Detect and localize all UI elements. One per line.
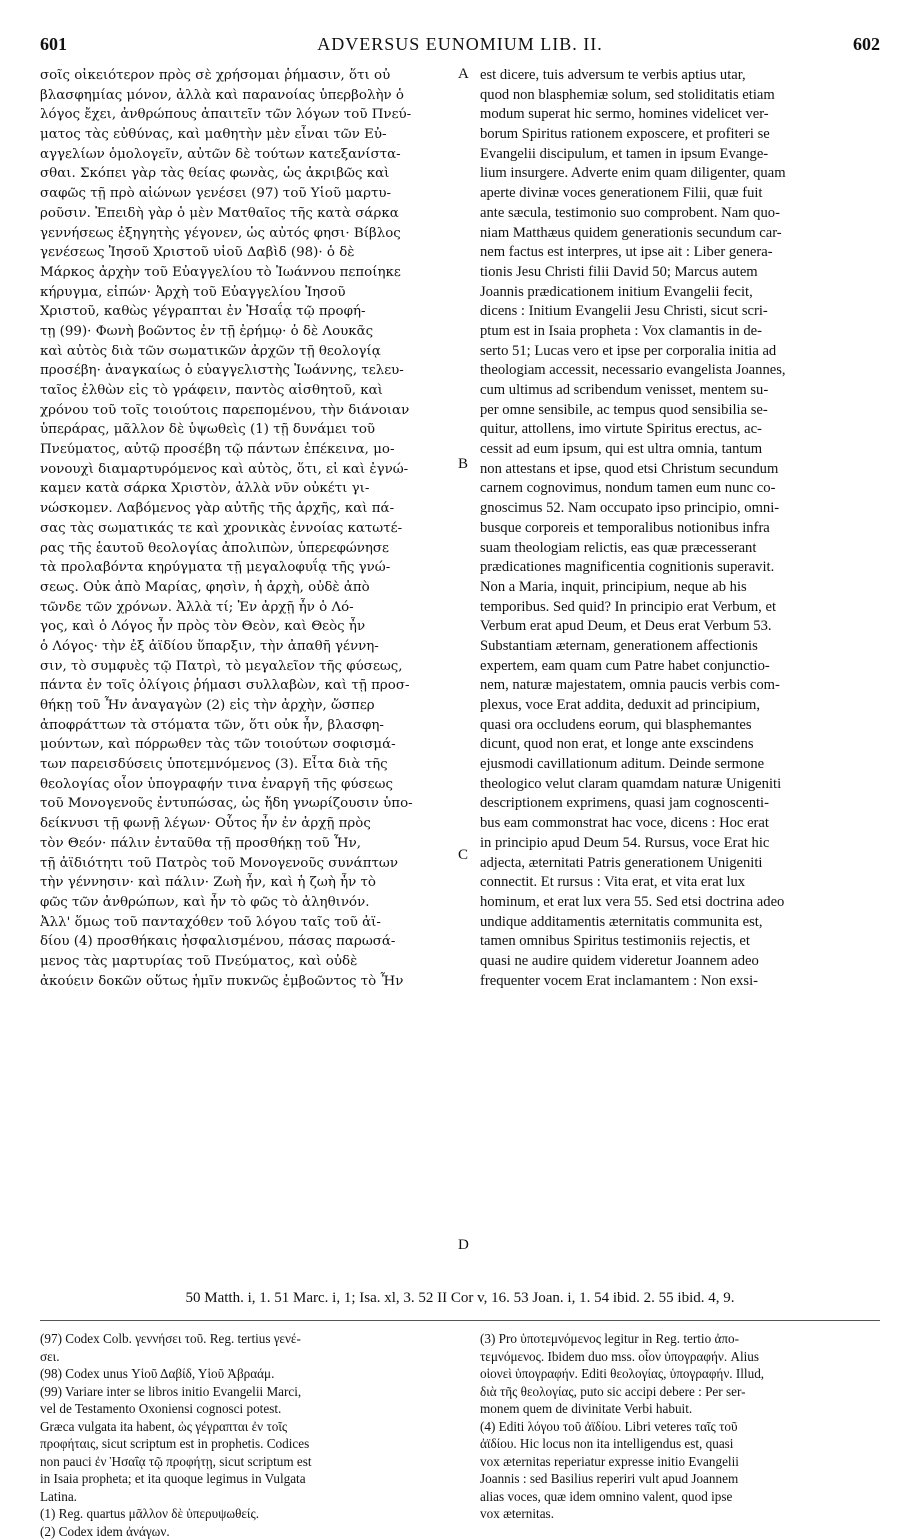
greek-text-line: ρας τῆς ἑαυτοῦ θεολογίας ἀπολιπὼν, ὑπερεφώνησε <box>40 540 389 556</box>
latin-text-line: quasi ne audire quidem videretur Joannem adeo <box>480 952 759 969</box>
section-marker-c: C <box>458 847 469 863</box>
footnote-line: vox æternitas reperiatur expresse initio Evangelii <box>480 1453 739 1469</box>
greek-text-line: θήκῃ τοῦ Ἦν ἀναγαγὼν (2) εἰς τὴν ἀρχὴν, ὥσπερ <box>40 698 375 713</box>
greek-text-line: ταῖος ἐλθὼν εἰς τὸ γράφειν, παντὸς αἰσθητοῦ, καὶ <box>40 383 383 398</box>
latin-text-line: non attestans et ipse, quod etsi Christum secundum <box>480 460 779 477</box>
latin-text-line: temporibus. Sed quid? In principio erat Verbum, et <box>480 598 777 615</box>
latin-text-line: quod non blasphemiæ solum, sed stoliditatis etiam <box>480 86 775 103</box>
greek-text-line: τὴν γέννησιν· καὶ πάλιν· Ζωὴ ἦν, καὶ ἡ ζωὴ ἦν τὸ <box>40 875 376 891</box>
footnote-line: (97) Codex Colb. γεννήσει τοῦ. Reg. tertius γενέ- <box>40 1331 301 1346</box>
footnote-line: σει. <box>40 1348 60 1364</box>
footnote-line: ἀϊδίου. Hic locus non ita intelligendus est, quasi <box>480 1436 734 1451</box>
latin-text-line: niam Matthæus quidem generationis secundum car- <box>480 224 782 241</box>
latin-text-line: cum ultimus ad scribendum venisset, mentem su- <box>480 382 769 398</box>
greek-text-line: αγγελίων ὁμολογεῖν, αὐτῶν δὲ τούτων κατεξανίστα- <box>40 146 401 162</box>
latin-text-line: cessit ad eum ipsum, qui est ultra omnia, tantum <box>480 441 763 458</box>
footnote-divider <box>40 1320 880 1321</box>
greek-text-line: σθαι. Σκόπει γὰρ τὰς θείας φωνὰς, ὡς ἀκριβῶς καὶ <box>40 166 390 182</box>
greek-text-line: τὸν Θεόν· πάλιν ἐνταῦθα τῇ προσθήκῃ τοῦ Ἦν, <box>40 835 362 851</box>
greek-text-line: μούντων, καὶ πόρρωθεν τὰς τῶν τοιούτων σοφισμά- <box>40 737 396 753</box>
latin-text-line: plexus, voce Erat addita, deduxit ad principium, <box>480 697 761 713</box>
section-marker-a: A <box>458 66 469 82</box>
greek-text-line: καὶ αὐτὸς διὰ τῶν σωματικῶν ἀρχῶν τῇ θεολογίᾳ <box>40 343 381 359</box>
latin-text-line: lium insurgere. Adverte enim quam diligenter, quam <box>480 165 786 182</box>
greek-text-line: σεως. Οὐκ ἀπὸ Μαρίας, φησὶν, ἡ ἀρχὴ, οὐδὲ ἀπὸ <box>40 579 370 595</box>
greek-text-line: γος, καὶ ὁ Λόγος ἦν πρὸς τὸν Θεὸν, καὶ Θεὸς ἦν <box>40 619 366 635</box>
greek-text-line: δίου (4) προσθήκαις ἠσφαλισμένου, πάσας παρωσά- <box>40 934 396 950</box>
footnote-line: οἱονεὶ ὑπογραφήν. Editi θεολογίας, ὑπογραφήν. Illud, <box>480 1366 765 1381</box>
greek-text-line: σας τὰς σωματικάς τε καὶ χρονικὰς ἐννοίας κατωτέ- <box>40 520 403 536</box>
footnote-line: Joannis : sed Basilius reperiri vult apud Joannem <box>480 1471 739 1486</box>
latin-text-line: suam theologiam relictis, eas quæ præcesserant <box>480 539 757 556</box>
greek-text-line: ματος τὰς εὐθύνας, καὶ μαθητὴν μὲν εἶναι τῶν Εὐ- <box>40 127 387 143</box>
latin-text-line: prædicationes magnificentia cognitionis superavit. <box>480 559 775 576</box>
greek-text-line: τοῦ Μονογενοῦς ἐντυπώσας, ὡς ἤδη γνωρίζουσιν ὑπο- <box>40 796 413 812</box>
latin-text-line: in principio apud Deum 54. Rursus, voce Erat hic <box>480 834 770 851</box>
footnote-line: in Isaia propheta; et ita quoque legimus in Vulgata <box>40 1471 306 1486</box>
footnote-line: vel de Testamento Oxoniensi cognosci potest. <box>40 1401 282 1416</box>
footnotes-right-column <box>480 1330 880 1523</box>
greek-text-line: θεολογίας οἷον ὑπογραφήν τινα ἐναργῆ τῆς φύσεως <box>40 776 393 792</box>
running-title: ADVERSUS EUNOMIUM LIB. II. <box>317 34 603 54</box>
latin-text-line: Non a Maria, inquit, principium, neque ab his <box>480 578 747 595</box>
latin-text-line: modum superat hic sermo, homines videlicet ver- <box>480 106 769 123</box>
greek-text-line: χρόνου τοῦ τοῖς τοιούτοις παρεπομένου, τὴν διάνοιαν <box>40 402 410 418</box>
greek-text-line: Μάρκος ἀρχὴν τοῦ Εὐαγγελίου τὸ Ἰωάννου πεποίηκε <box>40 264 401 280</box>
latin-text-line: expertem, eam quam cum Patre habet conjunctio- <box>480 657 770 674</box>
latin-text-line: est dicere, tuis adversum te verbis aptius utar, <box>480 67 746 83</box>
greek-text-line: Πνεύματος, αὐτῷ προσέβη τῷ πάντων ἐπέκεινα, μο- <box>40 442 395 458</box>
latin-text-line: borum Spiritus rationem exposcere, et profiteri se <box>480 126 770 143</box>
footnote-line: (98) Codex unus Υἱοῦ Δαβίδ, Υἱοῦ Ἀβραάμ. <box>40 1366 275 1381</box>
section-marker-b: B <box>458 456 469 472</box>
latin-text-line: dicens : Initium Evangelii Jesu Christi, sicut scri- <box>480 303 768 320</box>
footnote-line: vox æternitas. <box>480 1506 554 1521</box>
greek-text-line: δείκνυσι τῇ φωνῇ λέγων· Οὗτος ἦν ἐν ἀρχῇ πρὸς <box>40 816 371 832</box>
greek-text-line: Χριστοῦ, καθὼς γέγραπται ἐν Ἡσαΐᾳ τῷ προφή- <box>40 304 366 320</box>
latin-text-line: Evangelii discipulum, et tamen in ipsum Evange- <box>480 145 769 162</box>
latin-text-line: undique additamentis æternitatis communita est, <box>480 913 763 930</box>
latin-text-line: tamen omnibus Spiritus testimoniis rejectis, et <box>480 933 750 950</box>
footnote-line: τεμνόμενος. Ibidem duo mss. οἷον ὑπογραφήν. Alius <box>480 1348 760 1364</box>
footnote-line: (3) Pro ὑποτεμνόμενος legitur in Reg. tertio ἀπο- <box>480 1331 740 1346</box>
footnote-line: non pauci ἐν Ἡσαΐᾳ τῷ προφήτῃ, sicut scriptum est <box>40 1453 312 1469</box>
latin-text-line: ptum est in Isaia propheta : Vox clamantis in de- <box>480 322 762 339</box>
page-number-right: 602 <box>853 34 880 54</box>
greek-text-line: των παρεισδύσεις ὑποτεμνόμενος (3). Εἶτα διὰ τῆς <box>40 757 388 773</box>
greek-text-line: σιν, τὸ συμφυὲς τῷ Πατρὶ, τὸ μεγαλεῖον τῆς φύσεως, <box>40 658 403 674</box>
greek-text-line: προσέβη· ἀναγκαίως ὁ εὐαγγελιστὴς Ἰωάννης, τελευ- <box>40 363 404 379</box>
greek-text-line: Ἀλλ' ὅμως τοῦ πανταχόθεν τοῦ λόγου ταῖς τοῦ ἀϊ- <box>40 914 381 930</box>
greek-text-line: ροῦσιν. Ἐπειδὴ γὰρ ὁ μὲν Ματθαῖος τῆς κατὰ σάρκα <box>40 205 399 221</box>
greek-text-line: ἀκούειν δοκῶν οὕτως ἡμῖν πυκνῶς ἐμβοῶντος τὸ Ἦν <box>40 973 404 989</box>
footnote-line: alias voces, quæ idem omnino valent, quod ipse <box>480 1488 733 1504</box>
section-marker-d: D <box>458 1237 469 1253</box>
greek-text-line: λόγος ἔχει, ἀνθρώπους ἀπαιτεῖν τῶν λόγων τοῦ Πνεύ- <box>40 107 412 123</box>
latin-text-line: ante sæcula, testimonio suo comprobent. Nam quo- <box>480 204 780 221</box>
running-header <box>40 34 880 58</box>
footnote-line: διὰ τῆς θεολογίας, puto sic accipi debere : Per ser- <box>480 1383 746 1399</box>
greek-text-line: κήρυγμα, εἰπών· Ἀρχὴ τοῦ Εὐαγγελίου Ἰησοῦ <box>40 284 346 300</box>
greek-text-line: τῶνδε τῶν χρόνων. Ἀλλὰ τί; Ἐν ἀρχῇ ἦν ὁ Λό- <box>40 599 354 615</box>
latin-text-line: hominum, et erat lux vera 55. Sed etsi doctrina adeo <box>480 893 785 910</box>
greek-text-line: ὑπεράρας, μᾶλλον δὲ ὑψωθεὶς (1) τῇ δυνάμει τοῦ <box>40 422 376 438</box>
latin-text-line: connectit. Et rursus : Vita erat, et vita erat lux <box>480 874 746 891</box>
footnote-line: προφήταις, sicut scriptum est in prophetis. Codices <box>40 1436 310 1451</box>
latin-text-column <box>480 66 880 991</box>
latin-text-line: dicunt, quod non erat, et longe ante exscindens <box>480 736 754 753</box>
page-number-left: 601 <box>40 34 67 54</box>
latin-text-line: quitur, attollens, imo virtute Spiritus erectus, ac- <box>480 421 762 438</box>
greek-text-line: μενος τὰς μαρτυρίας τοῦ Πνεύματος, καὶ οὐδὲ <box>40 953 358 969</box>
latin-text-line: serto 51; Lucas vero et ipse per corporalia initia ad <box>480 342 777 359</box>
footnote-line: Græca vulgata ita habent, ὡς γέγραπται ἐν τοῖς <box>40 1418 288 1434</box>
footnote-line: (1) Reg. quartus μᾶλλον δὲ ὑπερυψωθείς. <box>40 1506 259 1521</box>
latin-text-line: theologico velut claram quamdam naturæ Unigeniti <box>480 775 782 792</box>
latin-text-line: nem factus est interpres, ut ipse ait : Liber genera- <box>480 244 773 261</box>
latin-text-line: descriptionem exprimens, quasi jam cognoscenti- <box>480 795 769 812</box>
greek-text-line: νονουχὶ διαμαρτυρόμενος καὶ αὐτὸς, ὅτι, εἰ καὶ ἐγνώ- <box>40 461 409 477</box>
latin-text-line: adjecta, æternitati Patris generationem Unigeniti <box>480 854 763 871</box>
latin-text-line: carnem cognovimus, nondum tamen eum nunc co- <box>480 480 776 497</box>
greek-text-line: ἀποφράττων τὰ στόματα τῶν, ὅτι οὐκ ἦν, βλασφη- <box>40 717 384 733</box>
greek-text-line: σαφῶς τῇ πρὸ αἰώνων γενέσει (97) τοῦ Υἱοῦ μαρτυ- <box>40 186 392 202</box>
footnote-line: Latina. <box>40 1488 77 1504</box>
footnote-line: (2) Codex idem ἀνάγων. <box>40 1523 170 1539</box>
latin-text-line: quasi ora occludens eorum, qui blasphemantes <box>480 716 752 733</box>
footnotes-left-column <box>40 1330 450 1540</box>
footnote-line: (99) Variare inter se libros initio Evangelii Marci, <box>40 1383 302 1399</box>
greek-text-line: φῶς τῶν ἀνθρώπων, καὶ ἦν τὸ φῶς τὸ ἀληθινόν. <box>40 894 370 910</box>
greek-text-line: βλασφημίας μόνον, ἀλλὰ καὶ παρανοίας ὑπερβολὴν ὁ <box>40 87 404 103</box>
latin-text-line: aperte divinæ voces generationem Filii, quæ fuit <box>480 185 763 202</box>
greek-text-line: ὁ Λόγος· τὴν ἐξ ἀϊδίου ὕπαρξιν, τὴν ἀπαθῆ γέννη- <box>40 638 379 654</box>
greek-text-line: σοῖς οἰκειότερον πρὸς σὲ χρήσομαι ῥήμασιν, ὅτι οὐ <box>40 68 391 83</box>
greek-text-line: γεννήσεως ἐξηγητὴς γέγονεν, ὡς αὐτός φησι· Βίβλος <box>40 225 401 241</box>
greek-text-column <box>40 66 455 991</box>
greek-text-line: τῃ (99)· Φωνὴ βοῶντος ἐν τῇ ἐρήμῳ· ὁ δὲ Λουκᾶς <box>40 323 374 339</box>
footnote-line: monem quem de divinitate Verbi habuit. <box>480 1401 693 1416</box>
latin-text-line: Verbum erat apud Deum, et Deus erat Verbum 53. <box>480 618 772 635</box>
latin-text-line: theologiam accessit, necessario evangelista Joannes, <box>480 362 786 379</box>
scripture-references: 50 Matth. i, 1. 51 Marc. i, 1; Isa. xl, 3. 52 II Cor v, 16. 53 Joan. i, 1. 54 ibid. 2. 55 ibid. 4, 9. <box>185 1290 735 1306</box>
greek-text-line: γενέσεως Ἰησοῦ Χριστοῦ υἱοῦ Δαβὶδ (98)· ὁ δὲ <box>40 245 355 261</box>
latin-text-line: nem, naturæ majestatem, omnia paucis verbis com- <box>480 677 780 694</box>
greek-text-line: νώσκομεν. Λαβόμενος γὰρ αὐτῆς τῆς ἀρχῆς, καὶ πά- <box>40 501 395 517</box>
greek-text-line: τῇ ἀϊδιότητι τοῦ Πατρὸς τοῦ Μονογενοῦς συνάπτων <box>40 855 398 871</box>
latin-text-line: busque corporeis et temporalibus notionibus infra <box>480 519 770 536</box>
greek-text-line: καμεν κατὰ σάρκα Χριστὸν, ἀλλὰ νῦν οὐκέτι γι- <box>40 481 370 497</box>
latin-text-line: frequenter vocem Erat inclamantem : Non exsi- <box>480 972 758 989</box>
latin-text-line: ejusmodi cavillationum aditum. Deinde sermone <box>480 756 765 773</box>
latin-text-line: per omne sensibile, ac tempus quod sensibilia se- <box>480 401 768 418</box>
latin-text-line: bus eam commonstrat hac voce, dicens : Hoc erat <box>480 815 769 832</box>
greek-text-line: τὰ προλαβόντα κηρύγματα τῇ μεγαλοφυΐᾳ τῆς γνώ- <box>40 560 391 576</box>
latin-text-line: Joannis prædicationem initium Evangelii fecit, <box>480 283 753 300</box>
greek-text-line: πάντα ἐν τοῖς ὀλίγοις ῥήμασι συλλαβὼν, καὶ τῇ προσ- <box>40 678 410 694</box>
latin-text-line: tionis Jesu Christi filii David 50; Marcus autem <box>480 263 758 280</box>
footnote-line: (4) Editi λόγου τοῦ ἀϊδίου. Libri veteres ταῖς τοῦ <box>480 1418 738 1434</box>
latin-text-line: gnoscimus 52. Nam occupato ipso principio, omni- <box>480 500 780 517</box>
latin-text-line: Substantiam æternam, generationem affectionis <box>480 637 758 654</box>
